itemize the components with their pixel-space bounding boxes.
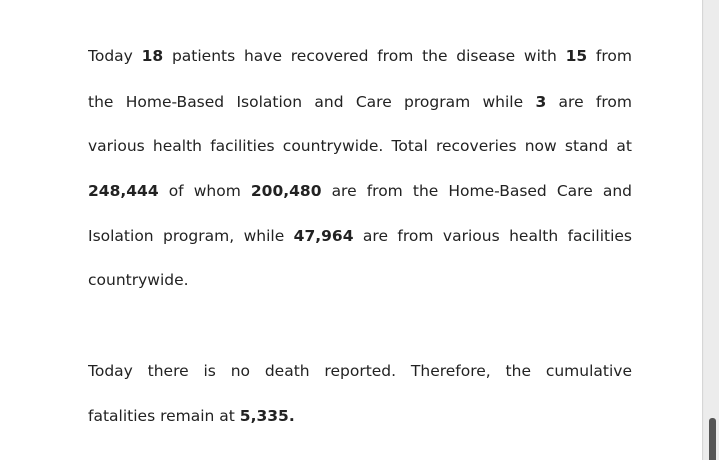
total-recoveries-count: 248,444 bbox=[88, 182, 159, 200]
text-line: Today 18 patients have recovered from the disease with 15 from bbox=[88, 47, 632, 65]
home-based-recovered-count: 15 bbox=[565, 47, 588, 65]
text-line: Today there is no death reported. Therefore, the cumulative bbox=[88, 362, 632, 380]
recovered-today-count: 18 bbox=[141, 47, 164, 65]
scrollbar-track[interactable] bbox=[704, 0, 719, 460]
facilities-recovered-count: 3 bbox=[535, 93, 547, 111]
total-facilities-count: 47,964 bbox=[293, 227, 354, 245]
total-home-based-count: 200,480 bbox=[250, 182, 322, 200]
text-line: 248,444 of whom 200,480 are from the Home-Based Care and bbox=[88, 182, 632, 200]
scrollbar-thumb[interactable] bbox=[709, 418, 716, 460]
text-line: countrywide. bbox=[88, 271, 189, 289]
cumulative-fatalities-count: 5,335. bbox=[239, 407, 295, 425]
text-line: Isolation program, while 47,964 are from various health facilities bbox=[88, 227, 632, 245]
text-line: fatalities remain at 5,335. bbox=[88, 407, 295, 425]
text-line: various health facilities countrywide. Total recoveries now stand at bbox=[88, 137, 632, 155]
text-line: the Home-Based Isolation and Care program while 3 are from bbox=[88, 93, 632, 111]
